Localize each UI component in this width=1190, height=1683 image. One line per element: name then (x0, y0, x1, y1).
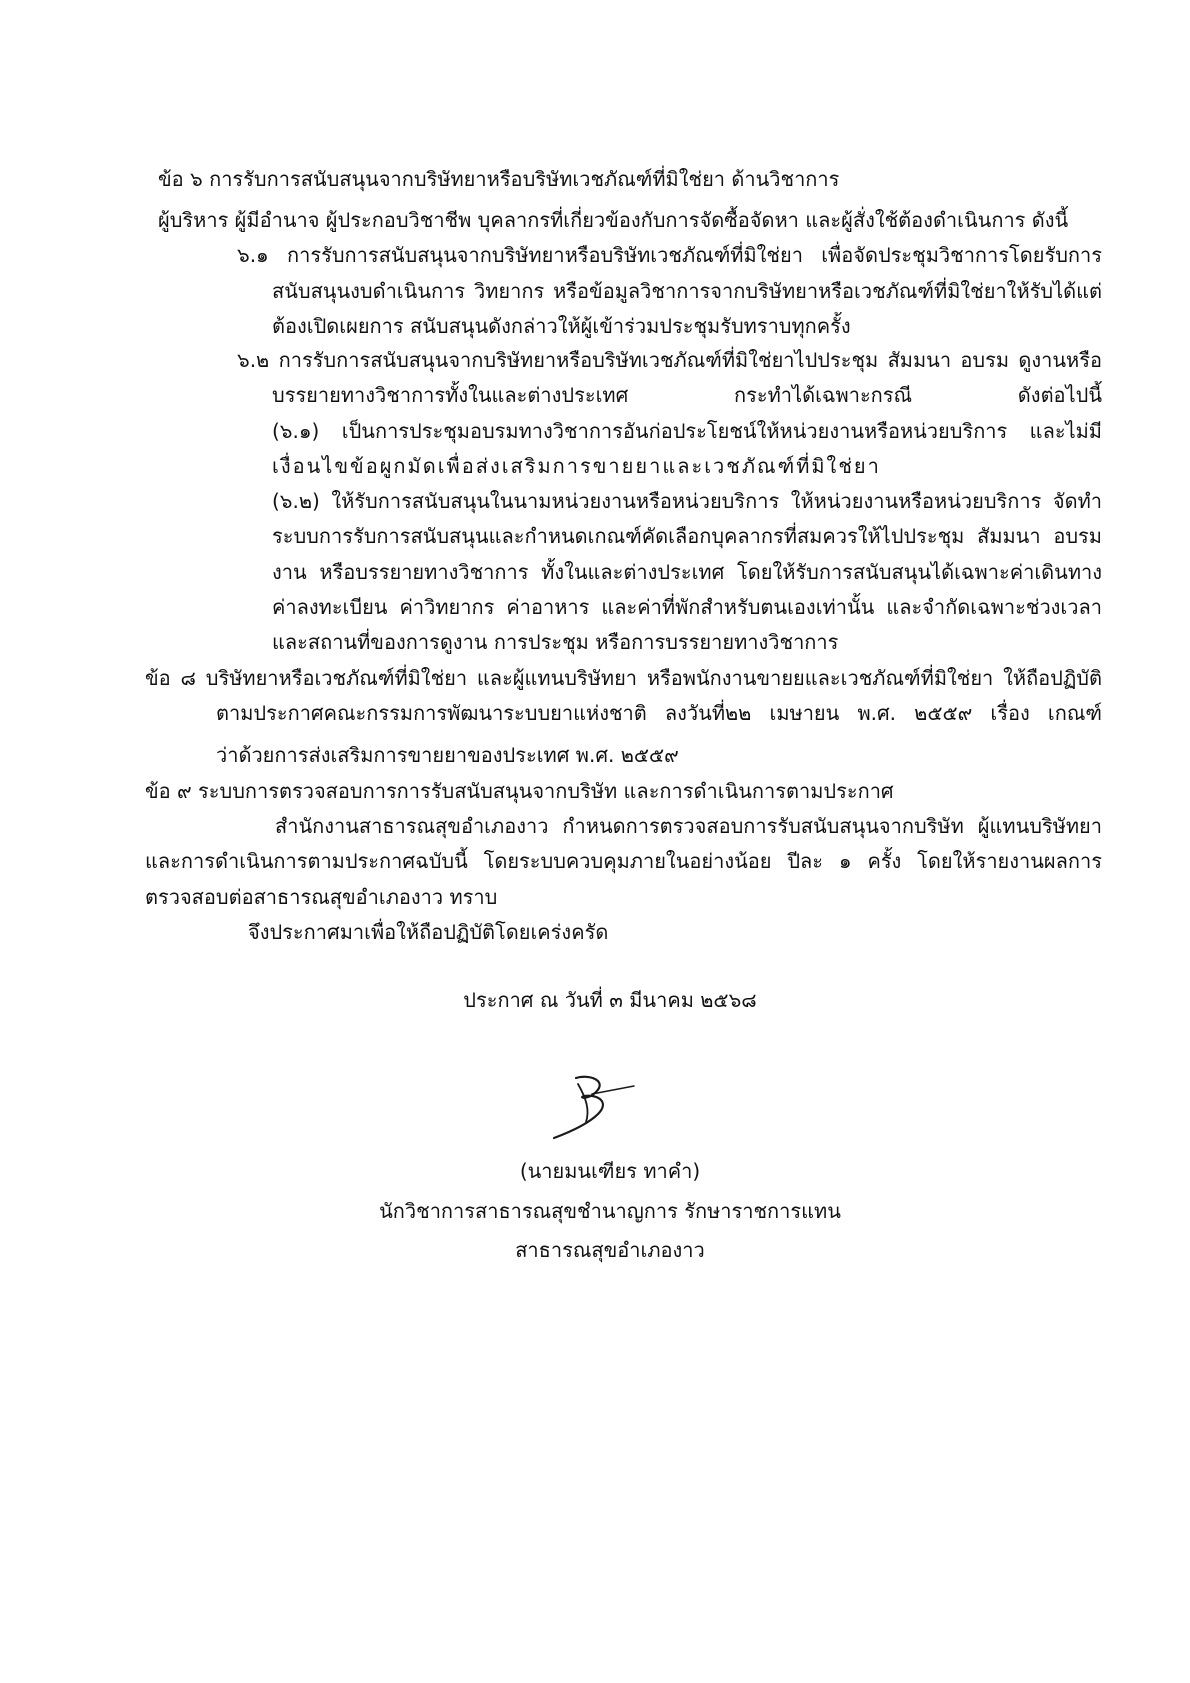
clause-6-intro: ผู้บริหาร ผู้มีอำนาจ ผู้ประกอบวิชาชีพ บุคลากรที่เกี่ยวข้องกับการจัดซื้อจัดหา และผู้สั่งใช้ต้องดำเนินการ ดังนี้ (158, 208, 1069, 232)
announcement-date: ประกาศ ณ วันที่ ๓ มีนาคม ๒๕๖๘ (463, 988, 757, 1012)
signature-image (548, 1072, 638, 1142)
item-6-2-1-line-1: (๖.๑) เป็นการประชุมอบรมทางวิชาการอันก่อประโยชน์ให้หน่วยงานหรือหน่วยบริการ และไม่มี (272, 419, 1102, 443)
item-6-2-2-line-1: (๖.๒) ให้รับการสนับสนุนในนามหน่วยงานหรือหน่วยบริการ ให้หน่วยงานหรือหน่วยบริการ จัดทำ (272, 489, 1102, 513)
item-6-1-line-1: ๖.๑ การรับการสนับสนุนจากบริษัทยาหรือบริษัทเวชภัณฑ์ที่มิใช่ยา เพื่อจัดประชุมวิชาการโดยรับการ (237, 243, 1102, 267)
clause-9-body-line-2: และการดำเนินการตามประกาศฉบับนี้ โดยระบบควบคุมภายในอย่างน้อย ปีละ ๑ ครั้ง โดยให้รายงานผลการ (145, 849, 1102, 873)
clause-9-body-line-3: ตรวจสอบต่อสาธารณสุขอำเภองาว ทราบ (145, 885, 498, 909)
item-6-2-line-2: บรรยายทางวิชาการทั้งในและต่างประเทศ กระทำได้เฉพาะกรณี ดังต่อไปนี้ (272, 383, 1102, 407)
clause-9-body-line-1: สำนักงานสาธารณสุขอำเภองาว กำหนดการตรวจสอบการรับสนับสนุนจากบริษัท ผู้แทนบริษัทยา (275, 814, 1102, 838)
clause-6-heading: ข้อ ๖ การรับการสนับสนุนจากบริษัทยาหรือบริษัทเวชภัณฑ์ที่มิใช่ยา ด้านวิชาการ (158, 167, 840, 191)
item-6-2-2-line-5: และสถานที่ของการดูงาน การประชุม หรือการบรรยายทางวิชาการ (272, 630, 839, 654)
signatory-name: (นายมนเฑียร ทาคำ) (519, 1159, 701, 1183)
item-6-2-2-line-2: ระบบการรับการสนับสนุนและกำหนดเกณฑ์คัดเลือกบุคลากรที่สมควรให้ไปประชุม สัมมนา อบรม (272, 524, 1102, 548)
signatory-position: นักวิชาการสาธารณสุขชำนาญการ รักษาราชการแทน (379, 1199, 841, 1223)
closing-statement: จึงประกาศมาเพื่อให้ถือปฏิบัติโดยเคร่งครัด (248, 920, 609, 944)
item-6-2-2-line-3: งาน หรือบรรยายทางวิชาการ ทั้งในและต่างประเทศ โดยให้รับการสนับสนุนได้เฉพาะค่าเดินทาง (272, 560, 1102, 584)
item-6-1-line-3: ต้องเปิดเผยการ สนับสนุนดังกล่าวให้ผู้เข้าร่วมประชุมรับทราบทุกครั้ง (272, 314, 851, 338)
clause-8-line-3: ว่าด้วยการส่งเสริมการขายยาของประเทศ พ.ศ. ๒๕๕๙ (216, 743, 679, 767)
clause-8-line-2: ตามประกาศคณะกรรมการพัฒนาระบบยาแห่งชาติ ลงวันที่๒๒ เมษายน พ.ศ. ๒๕๕๙ เรื่อง เกณฑ์ (216, 701, 1102, 725)
item-6-2-2-line-4: ค่าลงทะเบียน ค่าวิทยากร ค่าอาหาร และค่าที่พักสำหรับตนเองเท่านั้น และจำกัดเฉพาะช่วงเวลา (272, 595, 1102, 619)
clause-9-heading: ข้อ ๙ ระบบการตรวจสอบการการรับสนับสนุนจากบริษัท และการดำเนินการตามประกาศ (145, 779, 894, 803)
item-6-2-1-line-2: เงื่อนไขข้อผูกมัดเพื่อส่งเสริมการขายยาและเวชภัณฑ์ที่มิใช่ยา (272, 454, 881, 478)
signatory-office: สาธารณสุขอำเภองาว (515, 1238, 705, 1262)
item-6-2-line-1: ๖.๒ การรับการสนับสนุนจากบริษัทยาหรือบริษัทเวชภัณฑ์ที่มิใช่ยาไปประชุม สัมมนา อบรม ดูงานหรือ (237, 348, 1102, 372)
clause-8-line-1: ข้อ ๘ บริษัทยาหรือเวชภัณฑ์ที่มิใช่ยา และผู้แทนบริษัทยา หรือพนักงานขายยและเวชภัณฑ์ที่มิใช่ยา ให้ถือปฏิบัติ (145, 666, 1102, 690)
item-6-1-line-2: สนับสนุนงบดำเนินการ วิทยากร หรือข้อมูลวิชาการจากบริษัทยาหรือเวชภัณฑ์ที่มิใช่ยาให้รับได้แต่ (272, 279, 1102, 303)
